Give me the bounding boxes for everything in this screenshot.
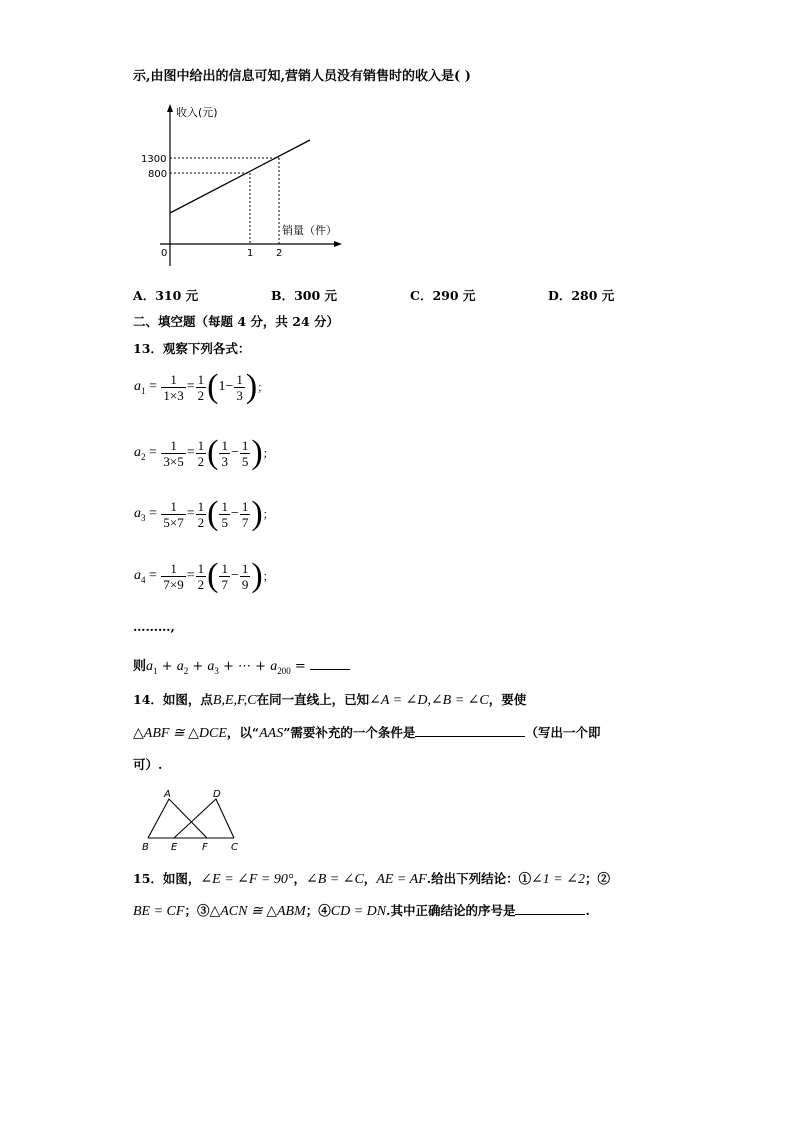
- x-tick-2: 2: [276, 248, 283, 259]
- q13-sum: 则$a_1 + a_2 + a_3$ + ⋯ + $a_{200}$ =: [133, 655, 350, 676]
- option-a: A．310 元: [133, 288, 199, 303]
- q14-line3: 可）.: [133, 757, 163, 772]
- q14-answer-blank[interactable]: [415, 736, 525, 737]
- q15-line2: BE = CF；③△ACN ≅ △ABM；④CD = DN.其中正确结论的序号是 .: [133, 903, 590, 919]
- x-tick-1: 1: [247, 248, 254, 259]
- income-sales-graph: [130, 98, 350, 273]
- y-tick-1300: 1300: [141, 154, 167, 165]
- origin-label: 0: [161, 248, 168, 259]
- q13-eq-4: $a_4$ = $\frac{1}{7\times 9}$ = $\frac{1}{2}$ ( $\frac{1}{7}$ − $\frac{1}{9}$ ) ；: [134, 557, 274, 594]
- label-e: E: [171, 842, 178, 853]
- q13-eq-1: $a_1$ = $\frac{1}{1\times 3}$ = $\frac{1}{2}$ ( 1 − $\frac{1}{3}$ ) ；: [134, 368, 269, 405]
- q14-line2: △ABF ≅ △DCE，以“AAS”需要补充的一个条件是 （写出一个即: [133, 725, 601, 741]
- label-c: C: [231, 842, 238, 853]
- q15-answer-blank[interactable]: [515, 914, 585, 915]
- option-c: C．290 元: [410, 288, 476, 303]
- q13-eq-2: $a_2$ = $\frac{1}{3\times 5}$ = $\frac{1}{2}$ ( $\frac{1}{3}$ − $\frac{1}{5}$ ) ；: [134, 434, 274, 471]
- label-a: A: [164, 789, 171, 800]
- q14-line1: 14．如图，点B,E,F,C在同一直线上，已知∠A = ∠D,∠B = ∠C，要使: [133, 692, 527, 708]
- label-b: B: [142, 842, 149, 853]
- q12-stem-tail: 示,由图中给出的信息可知,营销人员没有销售时的收入是( ): [133, 69, 471, 84]
- q15-line1: 15．如图，∠E = ∠F = 90°，∠B = ∠C，AE = AF.给出下列结论：①∠1 = ∠2；②: [133, 871, 611, 887]
- triangle-abf: [148, 799, 207, 838]
- triangle-dce: [174, 799, 234, 838]
- y-axis-label: 收入(元): [176, 106, 218, 119]
- label-d: D: [213, 789, 221, 800]
- x-axis-arrow: [334, 241, 342, 247]
- q14-triangle-figure: [136, 787, 248, 853]
- section2-title: 二、填空题（每题 4 分，共 24 分）: [133, 314, 340, 329]
- y-axis-arrow: [167, 104, 173, 112]
- x-axis-label: 销量（件）: [282, 224, 337, 237]
- q13-stem: 13．观察下列各式：: [133, 341, 251, 356]
- income-line: [170, 140, 310, 213]
- y-tick-800: 800: [148, 169, 168, 180]
- q13-dots: ………,: [133, 619, 175, 634]
- q13-answer-blank[interactable]: [310, 669, 350, 670]
- q13-eq-3: $a_3$ = $\frac{1}{5\times 7}$ = $\frac{1}{2}$ ( $\frac{1}{5}$ − $\frac{1}{7}$ ) ；: [134, 495, 274, 532]
- label-f: F: [202, 842, 208, 853]
- option-d: D．280 元: [548, 288, 615, 303]
- option-b: B．300 元: [271, 288, 338, 303]
